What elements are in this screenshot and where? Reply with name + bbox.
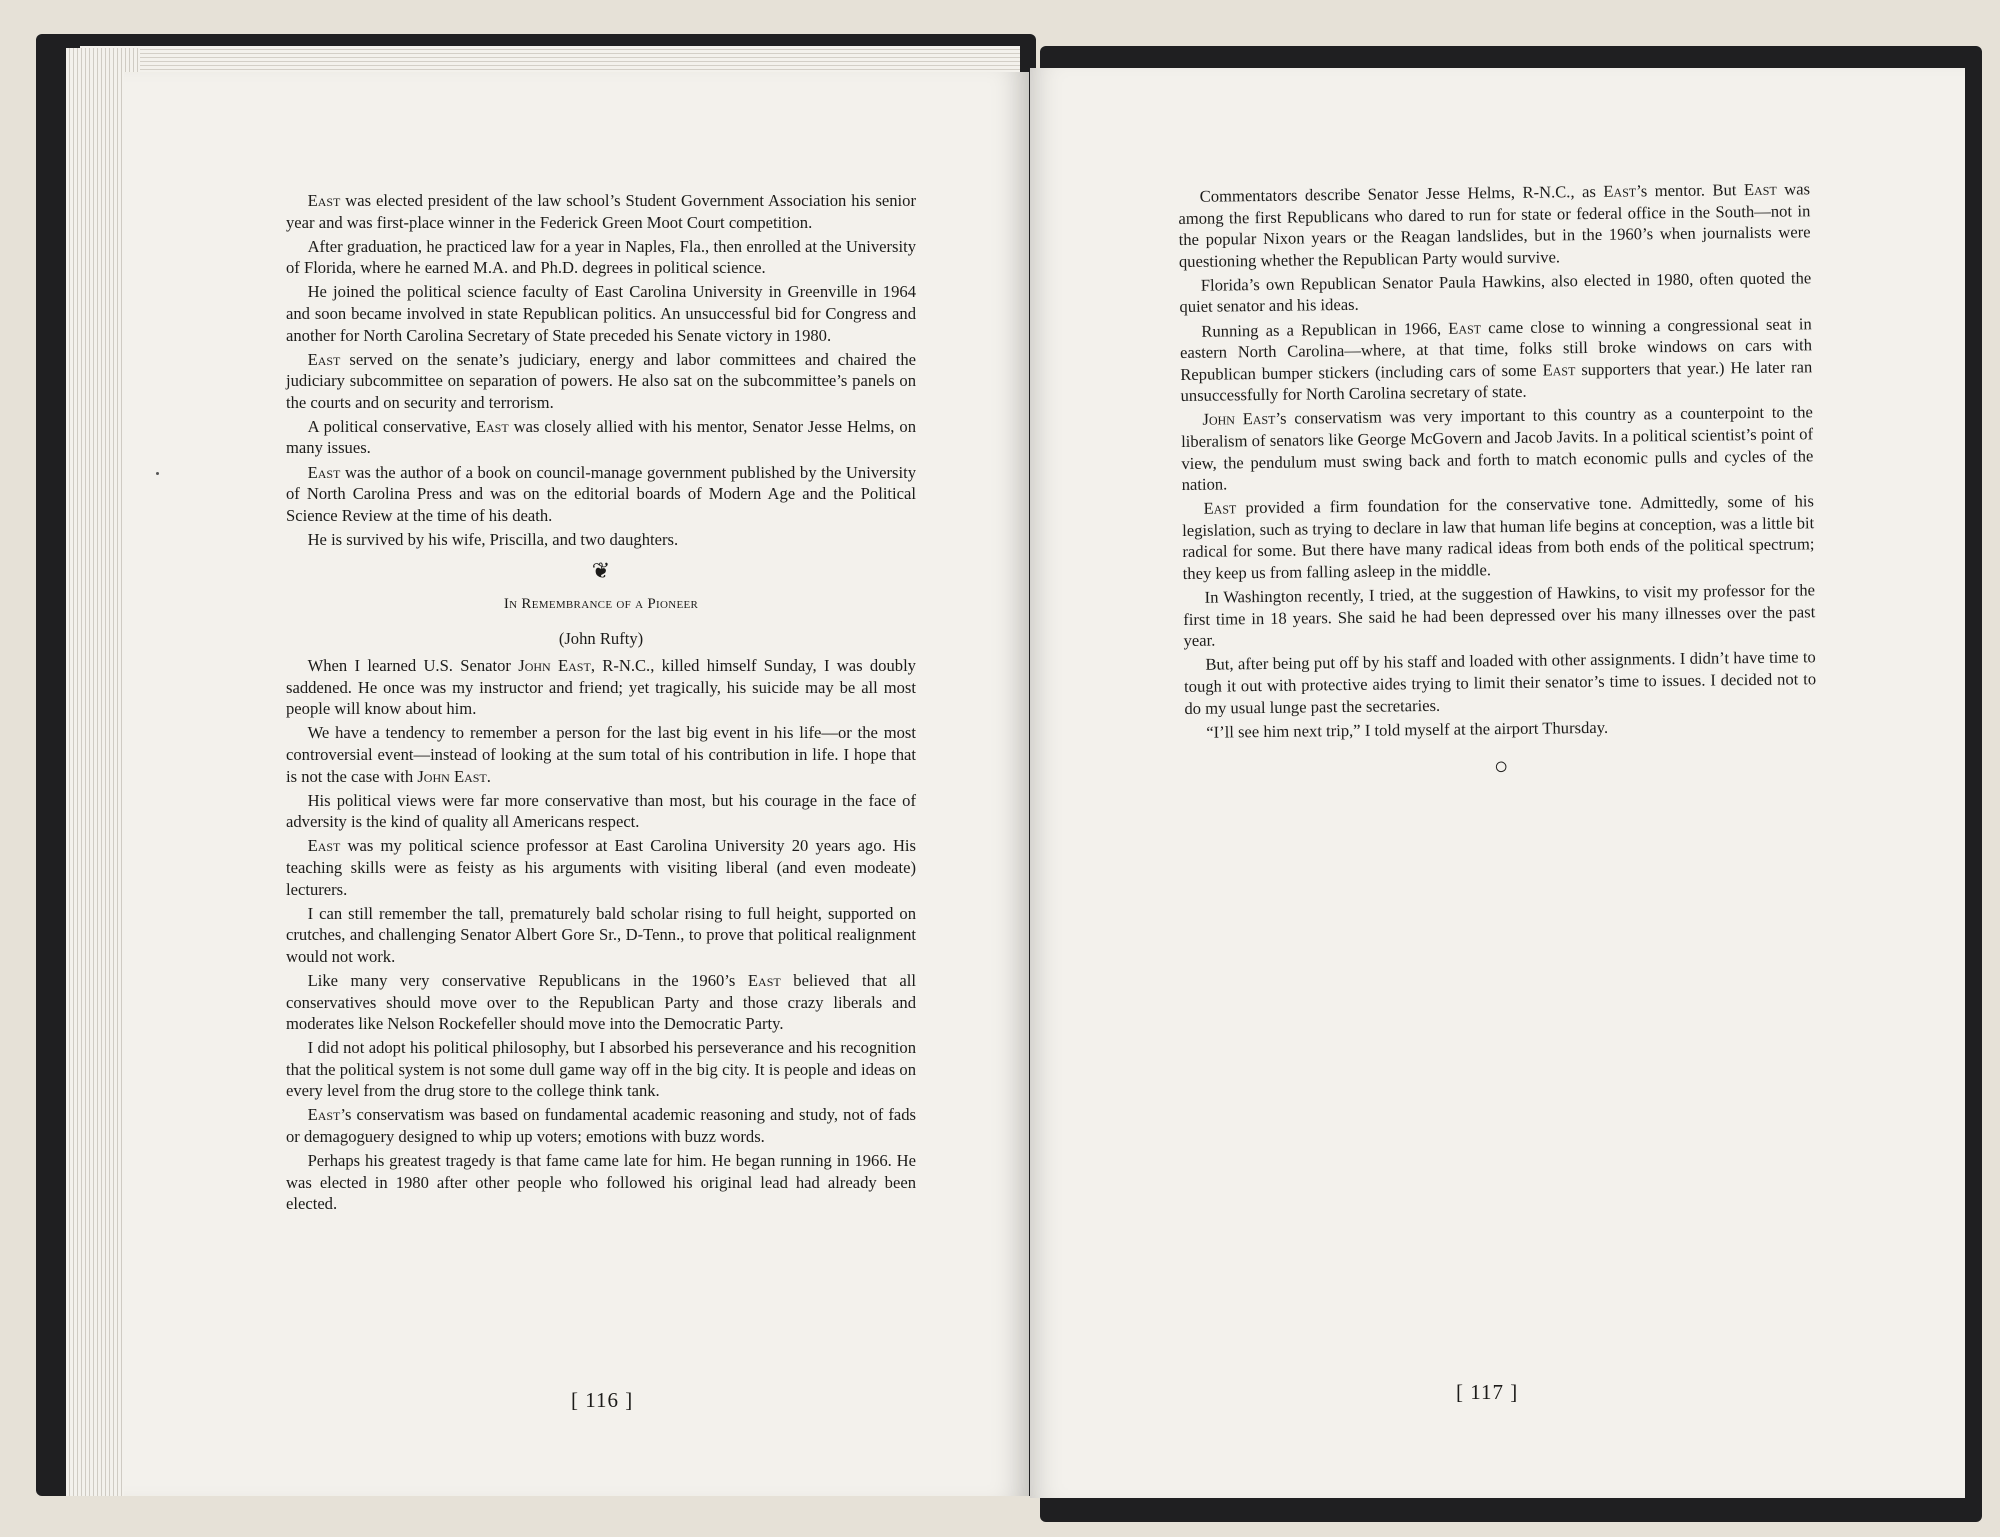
paragraph: But, after being put off by his staff and loaded with other assignments. I didn’t have time to tough it out with protective aides trying to limit their senator’s time to issues. I decided not to do my usual lunge past the secretaries. — [1183, 647, 1817, 718]
paragraph: Florida’s own Republican Senator Paula Hawkins, also elected in 1980, often quoted the quiet senator and his ideas. — [1179, 268, 1812, 317]
paragraph: “I’ll see him next trip,” I told myself at the airport Thursday. — [1206, 717, 1609, 742]
byline: (John Rufty) — [558, 628, 644, 648]
paragraph: Commentators describe Senator Jesse Helms, R-N.C., as East’s mentor. But East was among the first Republicans who dared to run for state or federal office in the South—not in the popular Nixon years or the Reagan landslides, but in the 1960’s when journalists were questioning whether the Republican Party would survive. — [1178, 179, 1811, 271]
paragraph: Running as a Republican in 1966, East came close to winning a congressional seat in eastern North Carolina—where, at that time, folks still broke windows on cars with Republican bumper stickers (including cars of some East supporters that year.) He later ran unsuccessfully for North Carolina secretary of state. — [1179, 313, 1813, 406]
page-number: [ 116 ] — [571, 1388, 634, 1412]
paper-speck — [156, 472, 159, 475]
paragraph: He joined the political science faculty of East Carolina University in Greenville in 1964 and soon became involved in state Republican politics. An unsuccessful bid for Congress and another for North Carolina Secretary of State preceded his Senate victory in 1980. — [286, 282, 916, 345]
paragraph: East’s conservatism was based on fundamental academic reasoning and study, not of fads or demagoguery designed to whip up voters; emotions with buzz words. — [286, 1105, 916, 1147]
paragraph: East was elected president of the law school’s Student Government Association his senior year and was first-place winner in the Federick Green Moot Court competition. — [286, 191, 916, 232]
right-page-text — [1178, 178, 1817, 783]
paragraph: East was the author of a book on council-manage government published by the University of North Carolina Press and was on the editorial boards of Modern Age and the Political Science Review at the time of his death. — [286, 462, 916, 525]
section-heading: In Remembrance of a Pioneer — [503, 596, 699, 612]
paragraph: In Washington recently, I tried, at the suggestion of Hawkins, to visit my professor for the first time in 18 years. She said he had been depressed over his many illnesses over the past year. — [1183, 580, 1816, 651]
paragraph: I did not adopt his political philosophy, but I absorbed his perseverance and his recognition that the political system is not some dull game way off in the big city. It is people and ideas on every level from the drug store to the college think tank. — [286, 1038, 916, 1101]
paragraph: East served on the senate’s judiciary, energy and labor committees and chaired the judiciary subcommittee on separation of powers. He also sat on the subcommittee’s panels on the courts and on security and terrorism. — [286, 349, 916, 412]
paragraph: After graduation, he practiced law for a year in Naples, Fla., then enrolled at the University of Florida, where he earned M.A. and Ph.D. degrees in political science. — [286, 236, 916, 278]
ornament-icon: ❦ — [591, 558, 611, 584]
paragraph: Like many very conservative Republicans in the 1960’s East believed that all conservatives should move over to the Republican Party and those crazy liberals and moderates like Nelson Rockefeller should move into the Democratic Party. — [286, 970, 917, 1034]
right-page — [1030, 68, 1965, 1498]
left-page — [124, 72, 1029, 1496]
page-number: [ 117 ] — [1456, 1380, 1519, 1404]
paragraph: Perhaps his greatest tragedy is that fame came late for him. He began running in 1966. He was elected in 1980 after other people who followed his original lead had already been elected. — [286, 1151, 916, 1214]
paragraph: I can still remember the tall, prematurely bald scholar rising to full height, supported on crutches, and challenging Senator Albert Gore Sr., D-Tenn., to prove that political realignment would not work. — [286, 903, 916, 966]
paragraph: East provided a firm foundation for the conservative tone. Admittedly, some of his legislation, such as trying to declare in law that human life begins at conception, was a little bit radical for some. But there have many radical ideas from both ends of the political spectrum; they keep us from falling asleep in the middle. — [1182, 491, 1815, 584]
paragraph: He is survived by his wife, Priscilla, and two daughters. — [307, 529, 679, 549]
end-mark-icon: ○ — [1493, 754, 1509, 781]
paragraph: We have a tendency to remember a person for the last big event in his life—or the most controversial event—instead of looking at the sum total of his contribution in life. I hope that is not the case with John East. — [286, 723, 916, 786]
paragraph: East was my political science professor at East Carolina University 20 years ago. His teaching skills were as feisty as his arguments with visiting liberal (and even modeate) lecturers. — [286, 836, 916, 899]
paragraph: John East’s conservatism was very important to this country as a counterpoint to the liberalism of senators like George McGovern and Jacob Javits. In a political scientist’s point of view, the pendulum must swing back and forth to match economic pulls and cycles of the nation. — [1181, 402, 1814, 495]
left-page-text — [286, 190, 916, 1217]
paragraph: His political views were far more conservative than most, but his courage in the face of adversity is the kind of quality all Americans respect. — [286, 790, 916, 832]
paragraph: A political conservative, East was closely allied with his mentor, Senator Jesse Helms, on many issues. — [286, 416, 916, 458]
paragraph: When I learned U.S. Senator John East, R-N.C., killed himself Sunday, I was doubly saddened. He once was my instructor and friend; yet tragically, his suicide may be all most people will know about him. — [286, 656, 916, 719]
